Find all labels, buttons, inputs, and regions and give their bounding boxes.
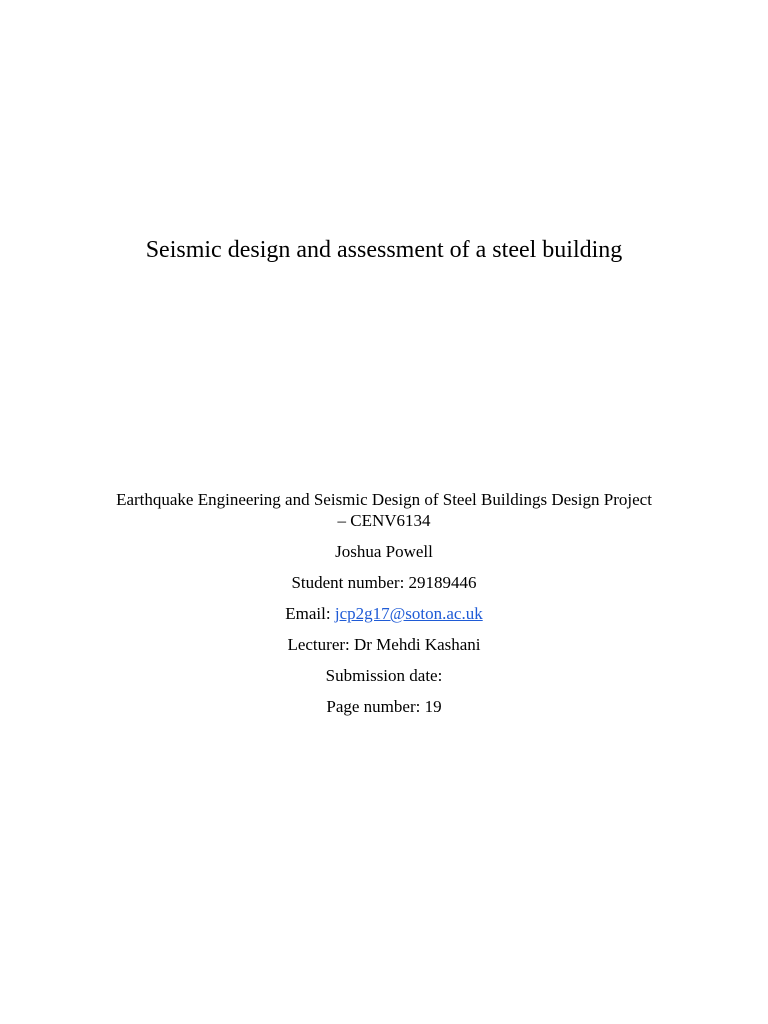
author-name: Joshua Powell [335, 542, 433, 561]
lecturer: Lecturer: Dr Mehdi Kashani [287, 635, 481, 654]
cover-details [80, 489, 688, 727]
page-number: Page number: 19 [326, 697, 442, 716]
email-label: Email: [285, 604, 335, 623]
course-title-line-2: – CENV6134 [337, 511, 431, 530]
submission-date: Submission date: [325, 666, 443, 685]
document-title: Seismic design and assessment of a steel building [145, 237, 623, 263]
email-link[interactable]: jcp2g17@soton.ac.uk [334, 604, 483, 623]
course-title-line-1: Earthquake Engineering and Seismic Design of Steel Buildings Design Project [116, 490, 652, 509]
email-line [80, 603, 688, 624]
course-title [80, 489, 688, 531]
student-number: Student number: 29189446 [291, 573, 477, 592]
